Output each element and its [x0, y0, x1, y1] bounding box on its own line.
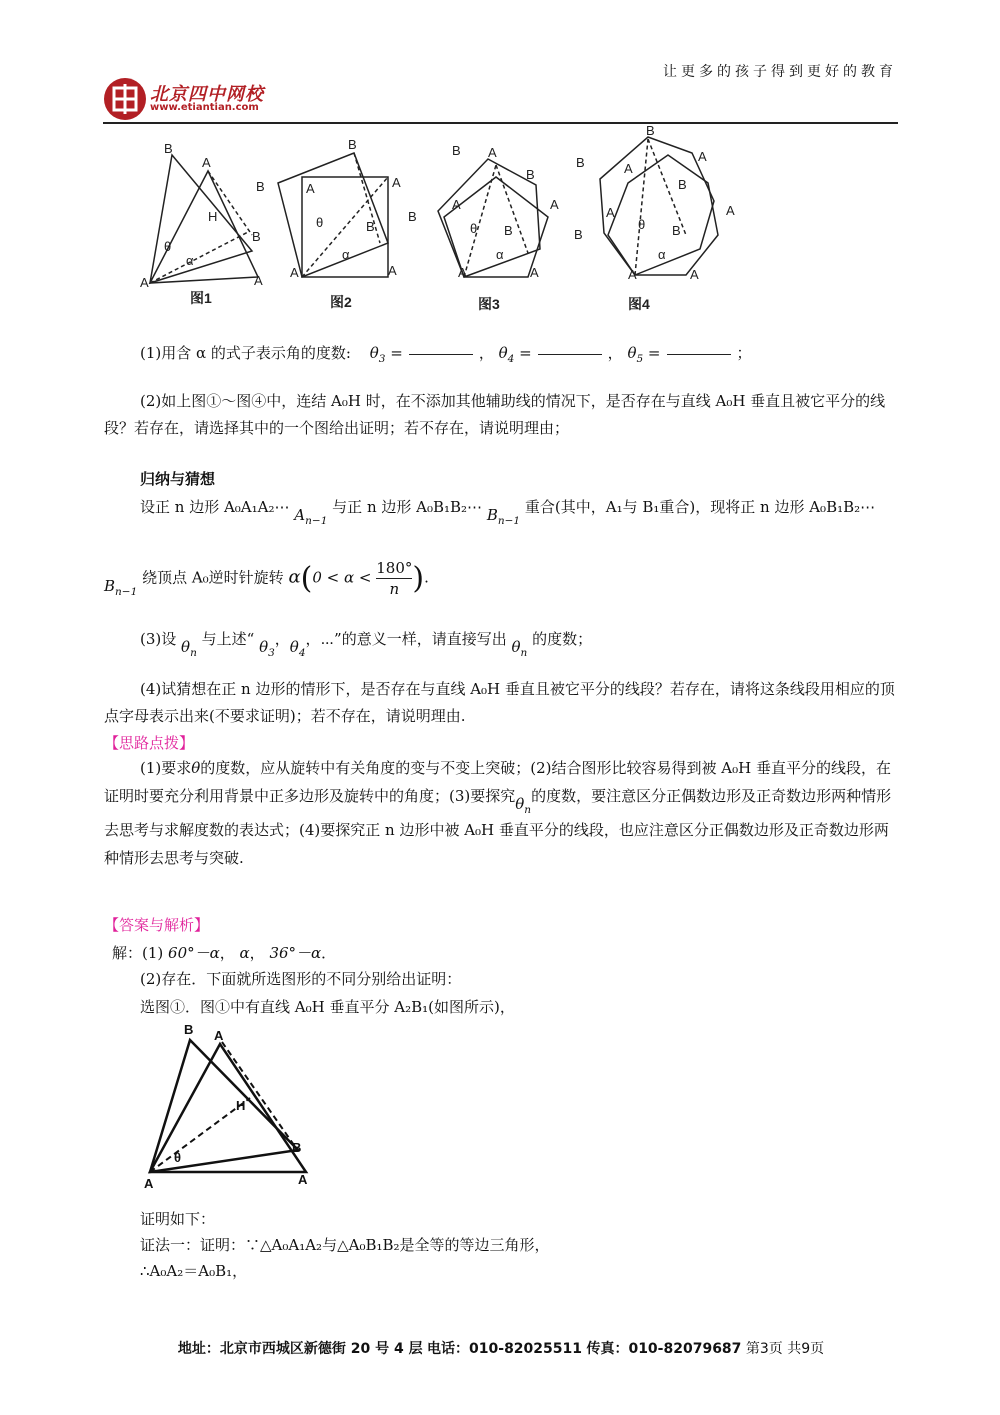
figure-caption-1: 图1: [190, 290, 212, 306]
svg-text:A: A: [606, 205, 615, 220]
answer-blank-1[interactable]: [409, 354, 473, 355]
svg-text:A: A: [140, 275, 149, 290]
svg-text:A: A: [550, 197, 559, 212]
svg-text:A: A: [306, 181, 315, 196]
svg-text:B: B: [526, 167, 535, 182]
answer-blank-2[interactable]: [538, 354, 602, 355]
svg-text:A: A: [488, 145, 497, 160]
svg-text:θ: θ: [164, 239, 172, 254]
school-logo-icon: [102, 76, 148, 122]
svg-text:A: A: [452, 197, 461, 212]
svg-text:θ: θ: [470, 221, 478, 236]
svg-text:B: B: [452, 143, 461, 158]
figure-1: [150, 155, 258, 283]
question-1: (1)用含 α 的式子表示角的度数: $\theta_3$ = ， $\theta_4$ = ， $\theta_5$ = ；: [140, 344, 752, 365]
question-2: (2)如上图①～图④中，连结 A₀H 时，在不添加其他辅助线的情况下，是否存在与直线 A₀H 垂直且被它平分的线段？若存在，请选择其中的一个图给出证明；若不存在，请说明理由；: [104, 392, 886, 437]
svg-text:A: A: [624, 161, 633, 176]
svg-text:A: A: [388, 263, 397, 278]
answer-figure: [138, 1022, 328, 1194]
answer-line-2: (2)存在．下面就所选图形的不同分别给出证明：: [140, 970, 462, 988]
svg-text:A: A: [290, 265, 299, 280]
figures-row: [130, 125, 770, 325]
svg-text:θ: θ: [174, 1150, 182, 1165]
svg-text:A: A: [254, 273, 263, 288]
svg-text:H: H: [236, 1098, 246, 1113]
svg-text:A: A: [458, 265, 467, 280]
svg-text:α: α: [496, 247, 504, 262]
svg-text:A: A: [628, 267, 637, 282]
footer: [104, 1338, 898, 1358]
header-slogan: 让更多的孩子得到更好的教育: [663, 64, 897, 80]
svg-text:A: A: [144, 1176, 154, 1191]
section-title: 归纳与猜想: [140, 470, 216, 488]
svg-text:A: A: [392, 175, 401, 190]
svg-text:θ: θ: [638, 217, 646, 232]
footer-phone: 电话：010-82025511: [427, 1341, 582, 1357]
svg-text:B: B: [252, 229, 261, 244]
svg-text:B: B: [292, 1140, 302, 1155]
svg-text:B: B: [576, 155, 585, 170]
figure-caption-4: 图4: [628, 296, 650, 312]
setup-line-2: $B_{n-1}$ 绕顶点 A₀逆时针旋转 α(0 < α < $\frac{180^\circ}{n}$ ).: [104, 559, 429, 598]
proof-line-1: 证法一：证明：∵△A₀A₁A₂与△A₀B₁B₂是全等的等边三角形，: [140, 1236, 550, 1254]
logo-url: www.etiantian.com: [150, 102, 259, 113]
setup-line-1: 设正 n 边形 A₀A₁A₂⋯ $A_{n-1}$ 与正 n 边形 A₀B₁B₂⋯ $B_{n-1}$ 重合(其中，A₁与 B₁重合)，现将正 n 边形 A₀B₁B₂⋯: [140, 498, 876, 527]
svg-text:α: α: [658, 247, 666, 262]
footer-page: 第3页 共9页: [745, 1341, 825, 1357]
svg-text:θ: θ: [316, 215, 324, 230]
svg-text:A: A: [214, 1028, 224, 1043]
figure-caption-3: 图3: [478, 296, 500, 312]
question-3: (3)设 $\theta_n$ 与上述“ $\theta_3$，$\theta_4$，⋯”的意义一样，请直接写出 $\theta_n$ 的度数；: [140, 630, 593, 659]
header-divider: [103, 122, 898, 124]
svg-text:B: B: [348, 137, 357, 152]
logo-text: 北京四中网校: [150, 84, 264, 105]
svg-text:B: B: [574, 227, 583, 242]
figure-2-labels: [256, 137, 401, 280]
svg-text:α: α: [342, 247, 350, 262]
figure-4-labels: [574, 125, 735, 282]
answer-title: 【答案与解析】: [104, 916, 210, 934]
answer-line-1: 解：(1) 60°－α， α， 36°－α．: [112, 944, 337, 962]
svg-text:A: A: [298, 1172, 308, 1187]
svg-text:H: H: [208, 209, 218, 224]
svg-text:A: A: [202, 155, 211, 170]
svg-text:B: B: [408, 209, 417, 224]
svg-text:A: A: [698, 149, 707, 164]
svg-text:B: B: [184, 1022, 194, 1037]
question-4: (4)试猜想在正 n 边形的情形下，是否存在与直线 A₀H 垂直且被它平分的线段？若存在，请将这条线段用相应的顶点字母表示出来(不要求证明)；若不存在，请说明理由.: [104, 680, 895, 725]
svg-text:B: B: [678, 177, 687, 192]
svg-text:B: B: [672, 223, 681, 238]
svg-text:B: B: [366, 219, 375, 234]
answer-blank-3[interactable]: [667, 354, 731, 355]
svg-text:A: A: [726, 203, 735, 218]
svg-text:B: B: [646, 125, 655, 138]
svg-text:B: B: [164, 141, 173, 156]
figure-2: [278, 153, 388, 277]
svg-text:α: α: [186, 253, 194, 268]
footer-address: 地址：北京市西城区新德街 20 号 4 层: [177, 1341, 423, 1357]
svg-text:A: A: [690, 267, 699, 282]
proof-line-2: ∴A₀A₂＝A₀B₁，: [140, 1262, 248, 1280]
figure-caption-2: 图2: [330, 294, 352, 310]
proof-title: 证明如下：: [140, 1210, 216, 1228]
hints-text: (1)要求θ的度数，应从旋转中有关角度的变与不变上突破；(2)结合图形比较容易得到被 A₀H 垂直平分的线段，在证明时要充分利用背景中正多边形及旋转中的角度；(3)要探究$\theta_n$的度数，要注意区分正偶数边形及正奇数边形两种情形去思考与求解度数的表达式；(4)要探究正 n 边形中被 A₀H 垂直平分的线段，也应注意区分正偶数边形及正奇数边形两种情形去思考与突破.: [104, 759, 892, 867]
hints-title: 【思路点拨】: [104, 734, 195, 752]
svg-text:A: A: [530, 265, 539, 280]
answer-line-3: 选图①．图①中有直线 A₀H 垂直平分 A₂B₁(如图所示)，: [140, 998, 515, 1016]
footer-fax: 传真：010-82079687: [586, 1341, 742, 1357]
svg-text:B: B: [256, 179, 265, 194]
svg-text:B: B: [504, 223, 513, 238]
